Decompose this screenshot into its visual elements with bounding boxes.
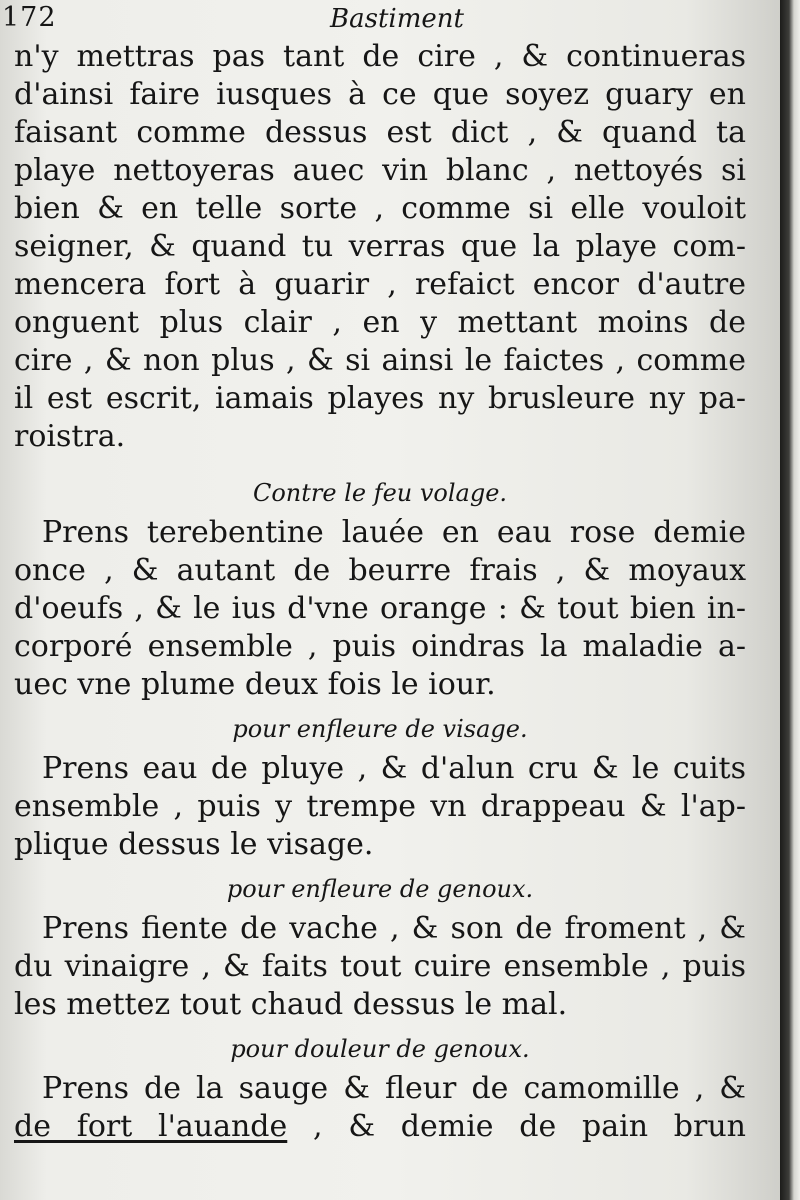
text-line: [14, 1108, 746, 1146]
text-line: ensemble , puis y trempe vn drappeau & l'ap-: [14, 789, 746, 824]
text-fragment: , & demie de pain brun: [287, 1109, 746, 1144]
paragraph-continuation: [14, 38, 746, 456]
text-line: onguent plus clair , en y mettant moins de: [14, 305, 746, 340]
text-line: les mettez tout chaud dessus le mal.: [14, 987, 568, 1022]
recipe-paragraph: [14, 514, 746, 704]
recipe-paragraph: [14, 910, 746, 1024]
text-line: Prens eau de pluye , & d'alun cru & le cuits: [42, 751, 746, 786]
section-heading: pour enfleure de genoux.: [226, 875, 534, 903]
running-head: [0, 0, 780, 40]
recipe-paragraph: [14, 750, 746, 864]
page-number: 172: [2, 2, 57, 33]
section-heading: pour enfleure de visage.: [232, 715, 528, 743]
text-line: once , & autant de beurre frais , & moyaux: [14, 553, 746, 588]
book-gutter: [780, 0, 800, 1200]
text-line: cire , & non plus , & si ainsi le faictes , comme: [14, 343, 746, 378]
text-line: bien & en telle sorte , comme si elle vouloit: [14, 191, 746, 226]
text-line: d'oeufs , & le ius d'vne orange : & tout bien in-: [14, 591, 746, 626]
text-line: d'ainsi faire iusques à ce que soyez guary en: [14, 77, 746, 112]
text-line: playe nettoyeras auec vin blanc , nettoyés si: [14, 153, 746, 188]
body-text: [14, 38, 746, 1146]
text-line: roistra.: [14, 419, 126, 454]
recipe-paragraph: [14, 1070, 746, 1146]
underlined-phrase: de fort l'auande: [14, 1109, 288, 1144]
running-title: Bastiment: [330, 4, 464, 34]
text-line: Prens terebentine lauée en eau rose demie: [42, 515, 746, 550]
text-line: mencera fort à guarir , refaict encor d'autre: [14, 267, 746, 302]
text-line: corporé ensemble , puis oindras la maladie a-: [14, 629, 746, 664]
text-line: Prens de la sauge & fleur de camomille , &: [42, 1071, 746, 1106]
text-line: uec vne plume deux fois le iour.: [14, 667, 496, 702]
text-line: seigner, & quand tu verras que la playe com-: [14, 229, 746, 264]
text-line: du vinaigre , & faits tout cuire ensemble , puis: [14, 949, 746, 984]
text-line: faisant comme dessus est dict , & quand ta: [14, 115, 746, 150]
text-line: plique dessus le visage.: [14, 827, 374, 862]
text-line: il est escrit, iamais playes ny brusleure ny pa-: [14, 381, 746, 416]
text-line: n'y mettras pas tant de cire , & continueras: [14, 39, 746, 74]
text-line: Prens fiente de vache , & son de froment , &: [42, 911, 746, 946]
section-heading: pour douleur de genoux.: [230, 1035, 530, 1063]
section-heading: Contre le feu volage.: [252, 479, 508, 507]
